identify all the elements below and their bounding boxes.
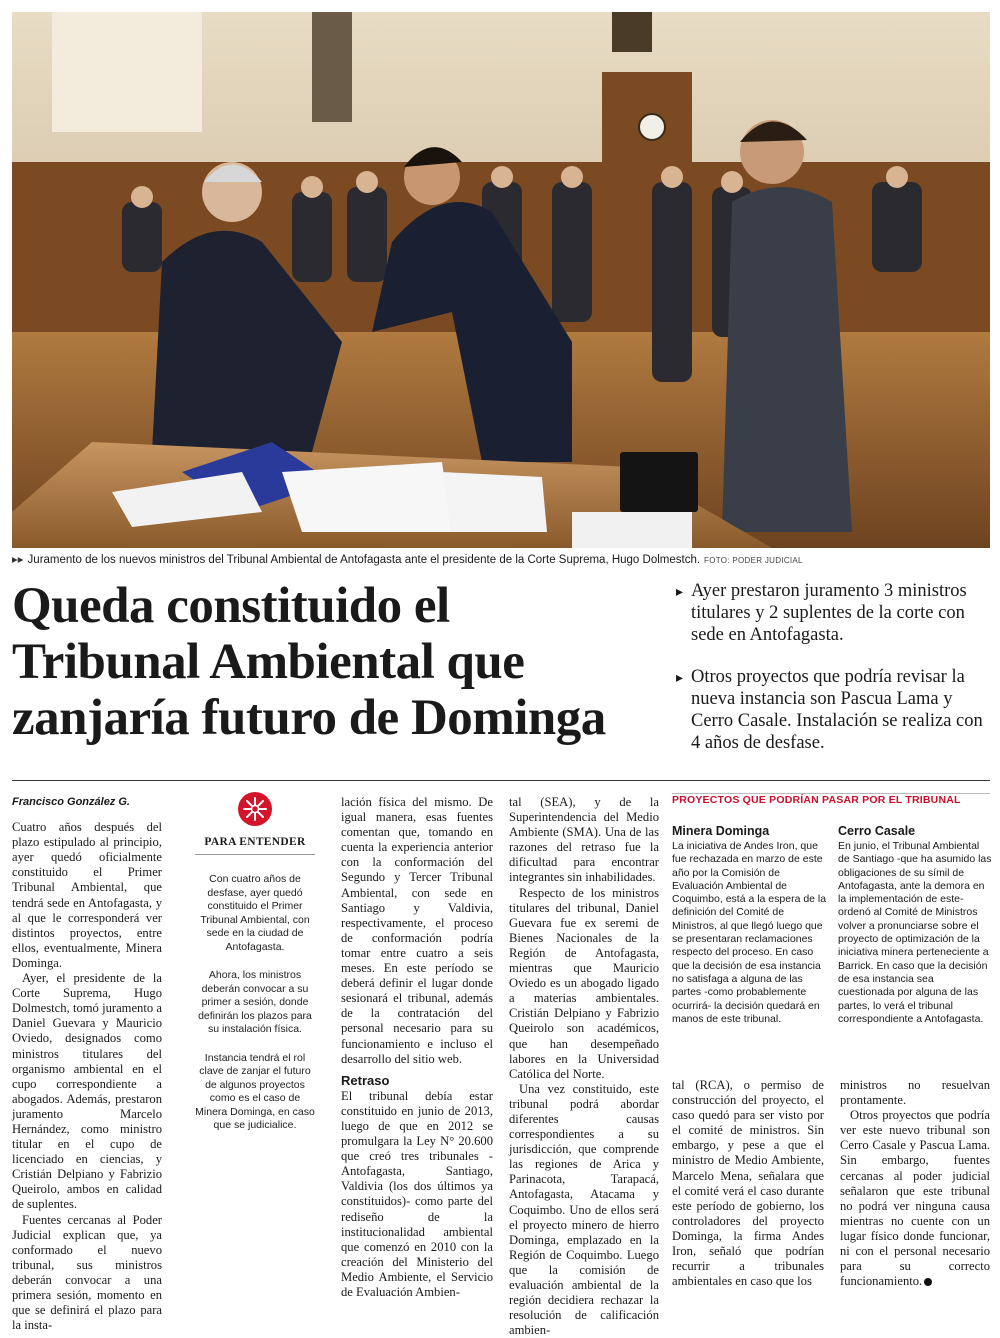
paragraph: tal (RCA), o permiso de construcción del proyecto, el caso quedó para ser visto por el comité de ministros. Sin embargo, y pese a que el ministro de Medio Ambiente, Marcelo Mena, señalara que el comité verá el caso durante este período de gobierno, los controladores del proyecto Dominga, la firma Andes Iron, señaló que podrían recurrir a tribunales ambientales en caso que los: [672, 1078, 824, 1289]
bullet-text: Ayer prestaron juramento 3 ministros titulares y 2 suplentes de la corte con sede en Antofagasta.: [691, 581, 967, 645]
paragraph: lación física del mismo. De igual manera, esas fuentes comentan que, tomando en cuenta la experiencia anterior con la conformación del Segundo y Tercer Tribunal Ambiental, con sede en Santiago y Valdivia, respectivamente, el proceso de conformación podría tomar entre cuatro a seis meses. En este período se deberá definir el lugar donde sesionará el tribunal, además de la contratación del personal necesario para su funcionamiento e incluso el desarrollo del sitio web.: [341, 795, 493, 1066]
subheading: Retraso: [341, 1072, 390, 1088]
bullet-arrow-icon: ▸: [676, 585, 684, 600]
headline: [12, 578, 662, 746]
paragraph: Cuatro años después del plazo estipulado al principio, ayer quedó oficialmente constituido el Primer Tribunal Ambiental, que tendrá sede en Antofagasta, y al que le corresponderá ver distintos proyectos, entre ellos, eventualmente, Minera Dominga.: [12, 820, 162, 970]
article-column-3: [509, 795, 659, 1338]
bullet-text: Otros proyectos que podría revisar la nueva instancia son Pascua Lama y Cerro Casale. Instalación se realiza con 4 años de desfase.: [691, 667, 983, 753]
para-entender-box: [195, 792, 315, 1133]
project-item: [672, 824, 827, 1026]
photo-credit: FOTO: PODER JUDICIAL: [704, 556, 803, 565]
project-text: La iniciativa de Andes Iron, que fue rechazada en marzo de este año por la Comisión de Evaluación Ambiental de Coquimbo, está a la espera de la definición del Comité de Ministros, al que llegó luego que se presentaran reclamaciones respecto del proceso. En caso que la decisión de esa instancia no satisfaga a alguna de las partes -como probablemente ocurrirá- la decisión quedará en manos de este tribunal.: [672, 840, 827, 1025]
paragraph: tal (SEA), y de la Superintendencia del Medio Ambiente (SMA). Una de las razones del retraso fue la dificultad para encontrar integrantes sin inhabilidades.: [509, 795, 659, 885]
paragraph-text: Otros proyectos que podría ver este nuevo tribunal son Cerro Casale y Pascua Lama. Sin embargo, fuentes cercanas al poder judicial señalaron que este tribunal no podrá ver ninguna causa mientras no cuente con un lugar físico donde funcionar, ni con el personal necesario para su correcto funcionamiento.: [840, 1108, 990, 1289]
star-burst-icon: [238, 792, 272, 826]
project-text: En junio, el Tribunal Ambiental de Santiago -que ha asumido las obligaciones de su símil de Antofagasta, ante la demora en la implementación de este- ordenó al Comité de Ministros volver a pronunciarse sobre el proyecto de optimización de la iniciativa minera perteneciente a Barrick. En caso que la decisión de esa instancia sea cuestionada por alguna de las partes, lo verá el tribunal correspondiente a Antofagasta.: [838, 840, 992, 1025]
photo-caption: [12, 553, 990, 568]
project-item: [838, 824, 993, 1026]
headline-line: zanjaría futuro de Dominga: [12, 690, 606, 746]
projects-box: [672, 793, 990, 1056]
projects-box-heading: PROYECTOS QUE PODRÍAN PASAR POR EL TRIBUNAL: [672, 794, 961, 806]
paragraph: Fuentes cercanas al Poder Judicial explican que, ya conformado el nuevo tribunal, sus ministros deberán convocar a una primera sesión, momento en que se definirá el plazo para la insta-: [12, 1212, 162, 1333]
paragraph: Respecto de los ministros titulares del tribunal, Daniel Guevara fue ex seremi de Bienes Nacionales de la Región de Antofagasta, mientras que Mauricio Oviedo es un abogado ligado a materias ambientales. Cristián Delpiano y Fabrizio Queirolo son académicos, que han desempeñado labores en la Universidad Católica del Norte.: [509, 885, 659, 1081]
photo-ceremony: [12, 12, 990, 548]
article-column-5: [840, 1078, 990, 1289]
news-photo: [12, 12, 990, 548]
headline-line: Queda constituido el: [12, 578, 450, 634]
article-column-1: [12, 795, 162, 1333]
paragraph: Ayer, el presidente de la Corte Suprema, Hugo Dolmestch, tomó juramento a Daniel Guevara y Mauricio Oviedo, designados como ministros titulares del organismo ambiental en el cupo correspondiente a abogados. Además, prestaron juramento Marcelo Hernández, como ministro titular en el cupo de licenciado en ciencias, y Cristián Delpiano y Fabrizio Queirolo, ambos en calidad de suplentes.: [12, 971, 162, 1212]
paragraph: ministros no resuelvan prontamente.: [840, 1078, 990, 1108]
sidebar-note: Con cuatro años de desfase, ayer quedó constituido el Primer Tribunal Ambiental, con sede en la ciudad de Antofagasta.: [200, 873, 310, 953]
sidebar-label: PARA ENTENDER: [195, 836, 315, 855]
sidebar-note: Instancia tendrá el rol clave de zanjar el futuro de algunos proyectos como es el caso de Minera Dominga, en caso que se judicialice.: [195, 1051, 315, 1131]
summary-bullet: [676, 666, 988, 754]
headline-line: Tribunal Ambiental que: [12, 634, 525, 690]
caption-marker: ▸▸: [12, 554, 24, 566]
section-divider: [12, 780, 990, 781]
bullet-arrow-icon: ▸: [676, 671, 684, 686]
paragraph: Una vez constituido, este tribunal podrá abordar diferentes causas correspondientes a su jurisdicción, que comprende las regiones de Arica y Parinacota, Tarapacá, Antofagasta, Atacama y Coquimbo. Uno de ellos será el proyecto minero de hierro Dominga, emplazado en la Región de Coquimbo. Luego que la comisión de evaluación ambiental de la región decidiera rechazar la resolución de calificación ambien-: [509, 1081, 659, 1338]
sidebar-note: Ahora, los ministros deberán convocar a su primer a sesión, donde definirán los plazos para su instalación física.: [198, 969, 312, 1035]
paragraph: [840, 1108, 990, 1289]
project-title: Minera Dominga: [672, 824, 770, 838]
article-column-2: [341, 795, 493, 1300]
paragraph: El tribunal debía estar constituido en junio de 2013, luego de que en 2012 se promulgara la Ley N° 20.600 que creó tres tribunales -Antofagasta, Santiago, Valdivia (los dos últimos ya constituidos)- como parte del rediseño de la institucionalidad ambiental que comenzó en 2010 con la creación del Ministerio del Medio Ambiente, el Servicio de Evaluación Ambien-: [341, 1088, 493, 1299]
project-title: Cerro Casale: [838, 824, 916, 838]
caption-text: Juramento de los nuevos ministros del Tribunal Ambiental de Antofagasta ante el presidente de la Corte Suprema, Hugo Dolmestch.: [27, 554, 701, 566]
summary-bullet: [676, 580, 988, 646]
byline: Francisco González G.: [12, 796, 130, 808]
end-mark-icon: [924, 1278, 932, 1286]
article-column-4: [672, 1078, 824, 1289]
